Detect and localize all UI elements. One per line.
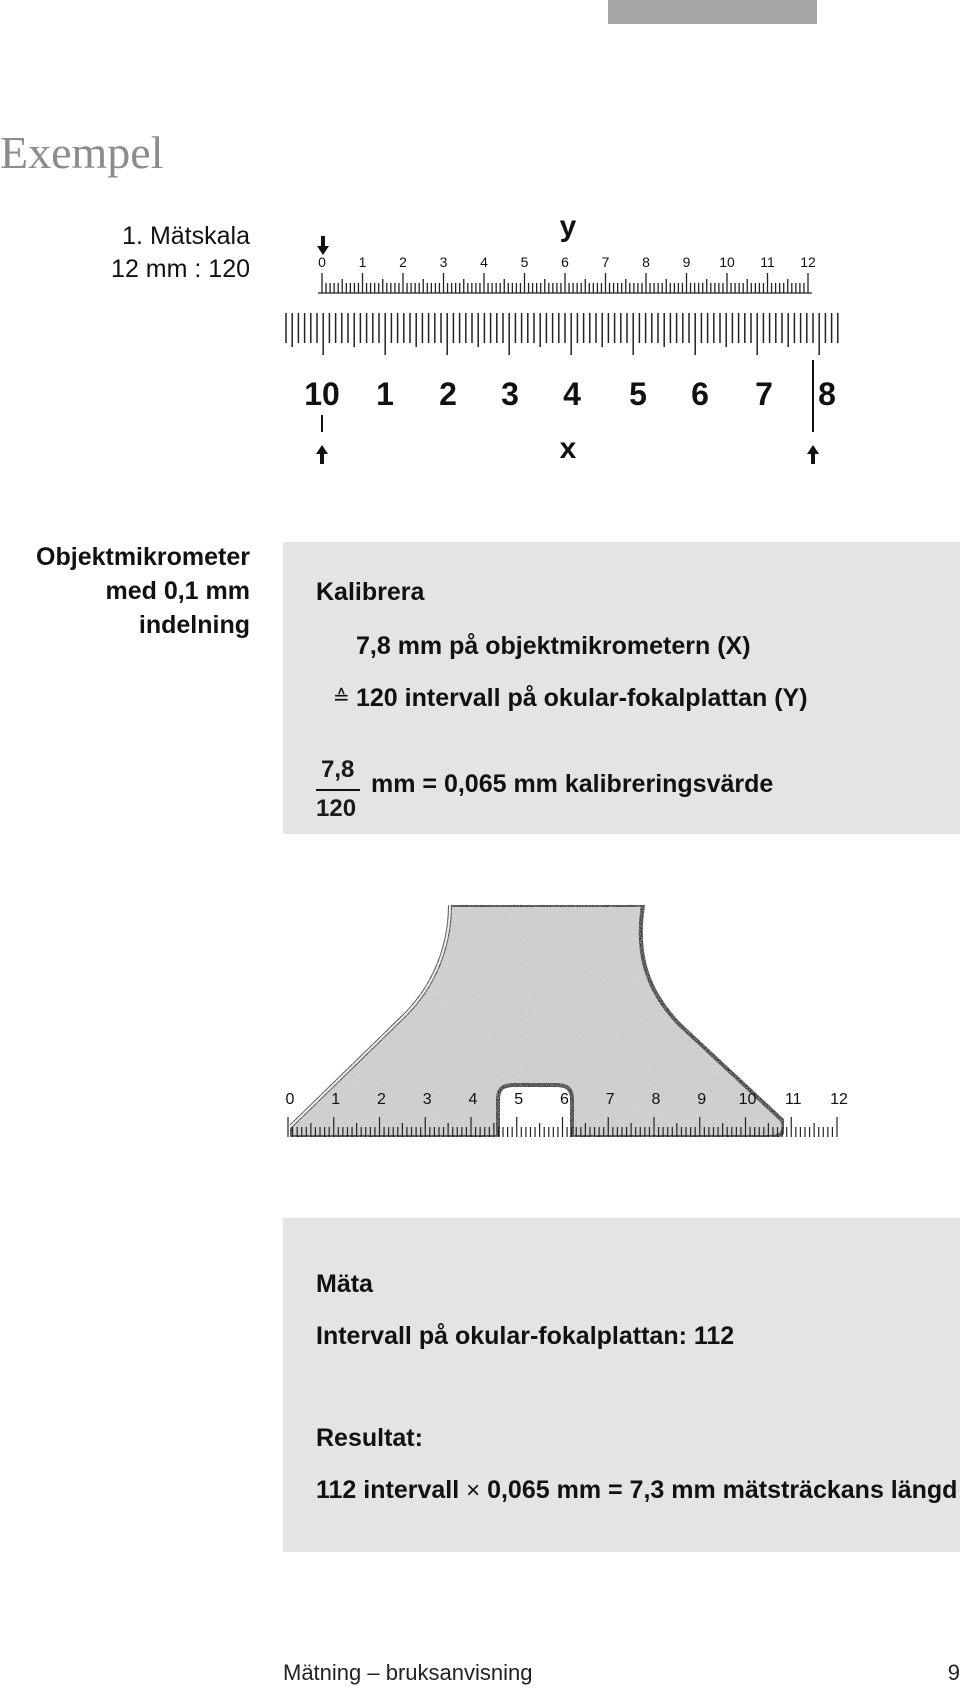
objekt-label-line1: Objektmikrometer: [36, 543, 250, 571]
objekt-label-line3: indelning: [138, 611, 250, 639]
micrometer-number: 7: [755, 376, 773, 412]
scale-label-line2: 12 mm : 120: [111, 255, 250, 283]
micrometer-number: 3: [501, 376, 519, 412]
page-heading: Exempel: [0, 127, 164, 178]
reticle-number: 4: [480, 254, 488, 270]
micrometer-number: 8: [818, 376, 836, 412]
reticle-number: 10: [719, 254, 735, 270]
calibrate-panel: [283, 542, 960, 834]
reticle-number: 10: [738, 1091, 757, 1108]
page-number: 9: [947, 1660, 960, 1685]
reticle-number: 7: [601, 254, 610, 270]
calibration-ruler-figure: [280, 210, 860, 470]
reticle-number: 6: [561, 254, 569, 270]
result-title: Resultat:: [316, 1424, 423, 1452]
result-part2: 0,065 mm = 7,3 mm mätsträckans längd: [487, 1476, 958, 1504]
reticle-number: 0: [285, 1091, 295, 1108]
calibrate-title: Kalibrera: [316, 578, 425, 606]
reticle-number: 12: [830, 1091, 848, 1108]
micrometer-number: 1: [376, 376, 394, 412]
reticle-number: 2: [399, 254, 407, 270]
footer-title: Mätning – bruksanvisning: [283, 1660, 533, 1685]
reticle-number: 11: [784, 1091, 802, 1108]
y-axis-letter: y: [559, 210, 577, 243]
reticle-number: 0: [318, 254, 326, 270]
scale-label-line1: 1. Mätskala: [122, 222, 250, 250]
reticle-number: 8: [642, 254, 650, 270]
micrometer-number: 6: [691, 376, 709, 412]
calibrate-line2: 120 intervall på okular-fokalplattan (Y): [356, 684, 808, 712]
start-up-arrow: [316, 445, 328, 464]
micrometer-number: 5: [629, 376, 647, 412]
reticle-number: 5: [514, 1091, 524, 1108]
fraction-denominator: 120: [316, 795, 357, 822]
reticle-number: 11: [760, 254, 775, 270]
end-up-arrow: [807, 445, 819, 464]
micrometer-number: 10: [304, 376, 340, 412]
reticle-number: 7: [605, 1091, 615, 1108]
reticle-number: 1: [331, 1091, 341, 1108]
reticle-number: 4: [468, 1091, 478, 1108]
top-color-bar: [608, 0, 817, 24]
measure-title: Mäta: [316, 1270, 373, 1298]
fraction-line: [316, 789, 360, 791]
result-line: [316, 1476, 957, 1505]
fraction-numerator: 7,8: [321, 756, 355, 783]
reticle-number: 12: [800, 254, 816, 270]
reticle-number: 8: [651, 1091, 661, 1108]
reticle-number: 9: [697, 1091, 707, 1108]
specimen-shape: [290, 905, 784, 1137]
reticle-number: 3: [439, 254, 448, 270]
scale-label: [111, 220, 250, 286]
specimen-measurement-figure: [275, 905, 855, 1145]
objektmikrometer-label: [36, 540, 250, 642]
reticle-number: 6: [560, 1091, 569, 1108]
times-symbol: ×: [466, 1477, 481, 1504]
corresponds-symbol: ≙: [333, 687, 350, 709]
reticle-number: 9: [682, 254, 691, 270]
reticle-number: 1: [358, 254, 367, 270]
calibration-result: mm = 0,065 mm kalibreringsvärde: [371, 770, 774, 798]
measure-panel: [283, 1218, 960, 1552]
calibrate-line1: 7,8 mm på objektmikrometern (X): [356, 632, 751, 660]
micrometer-number: 4: [563, 376, 581, 412]
reticle-number: 3: [422, 1091, 432, 1108]
x-axis-letter: x: [559, 432, 577, 465]
result-part1: 112 intervall: [316, 1476, 460, 1504]
reticle-number: 5: [520, 254, 529, 270]
reticle-number: 2: [377, 1091, 386, 1108]
measure-line1: Intervall på okular-fokalplattan: 112: [316, 1322, 735, 1350]
start-arrow: [317, 236, 329, 255]
micrometer-number: 2: [439, 376, 457, 412]
objekt-label-line2: med 0,1 mm: [105, 577, 250, 605]
